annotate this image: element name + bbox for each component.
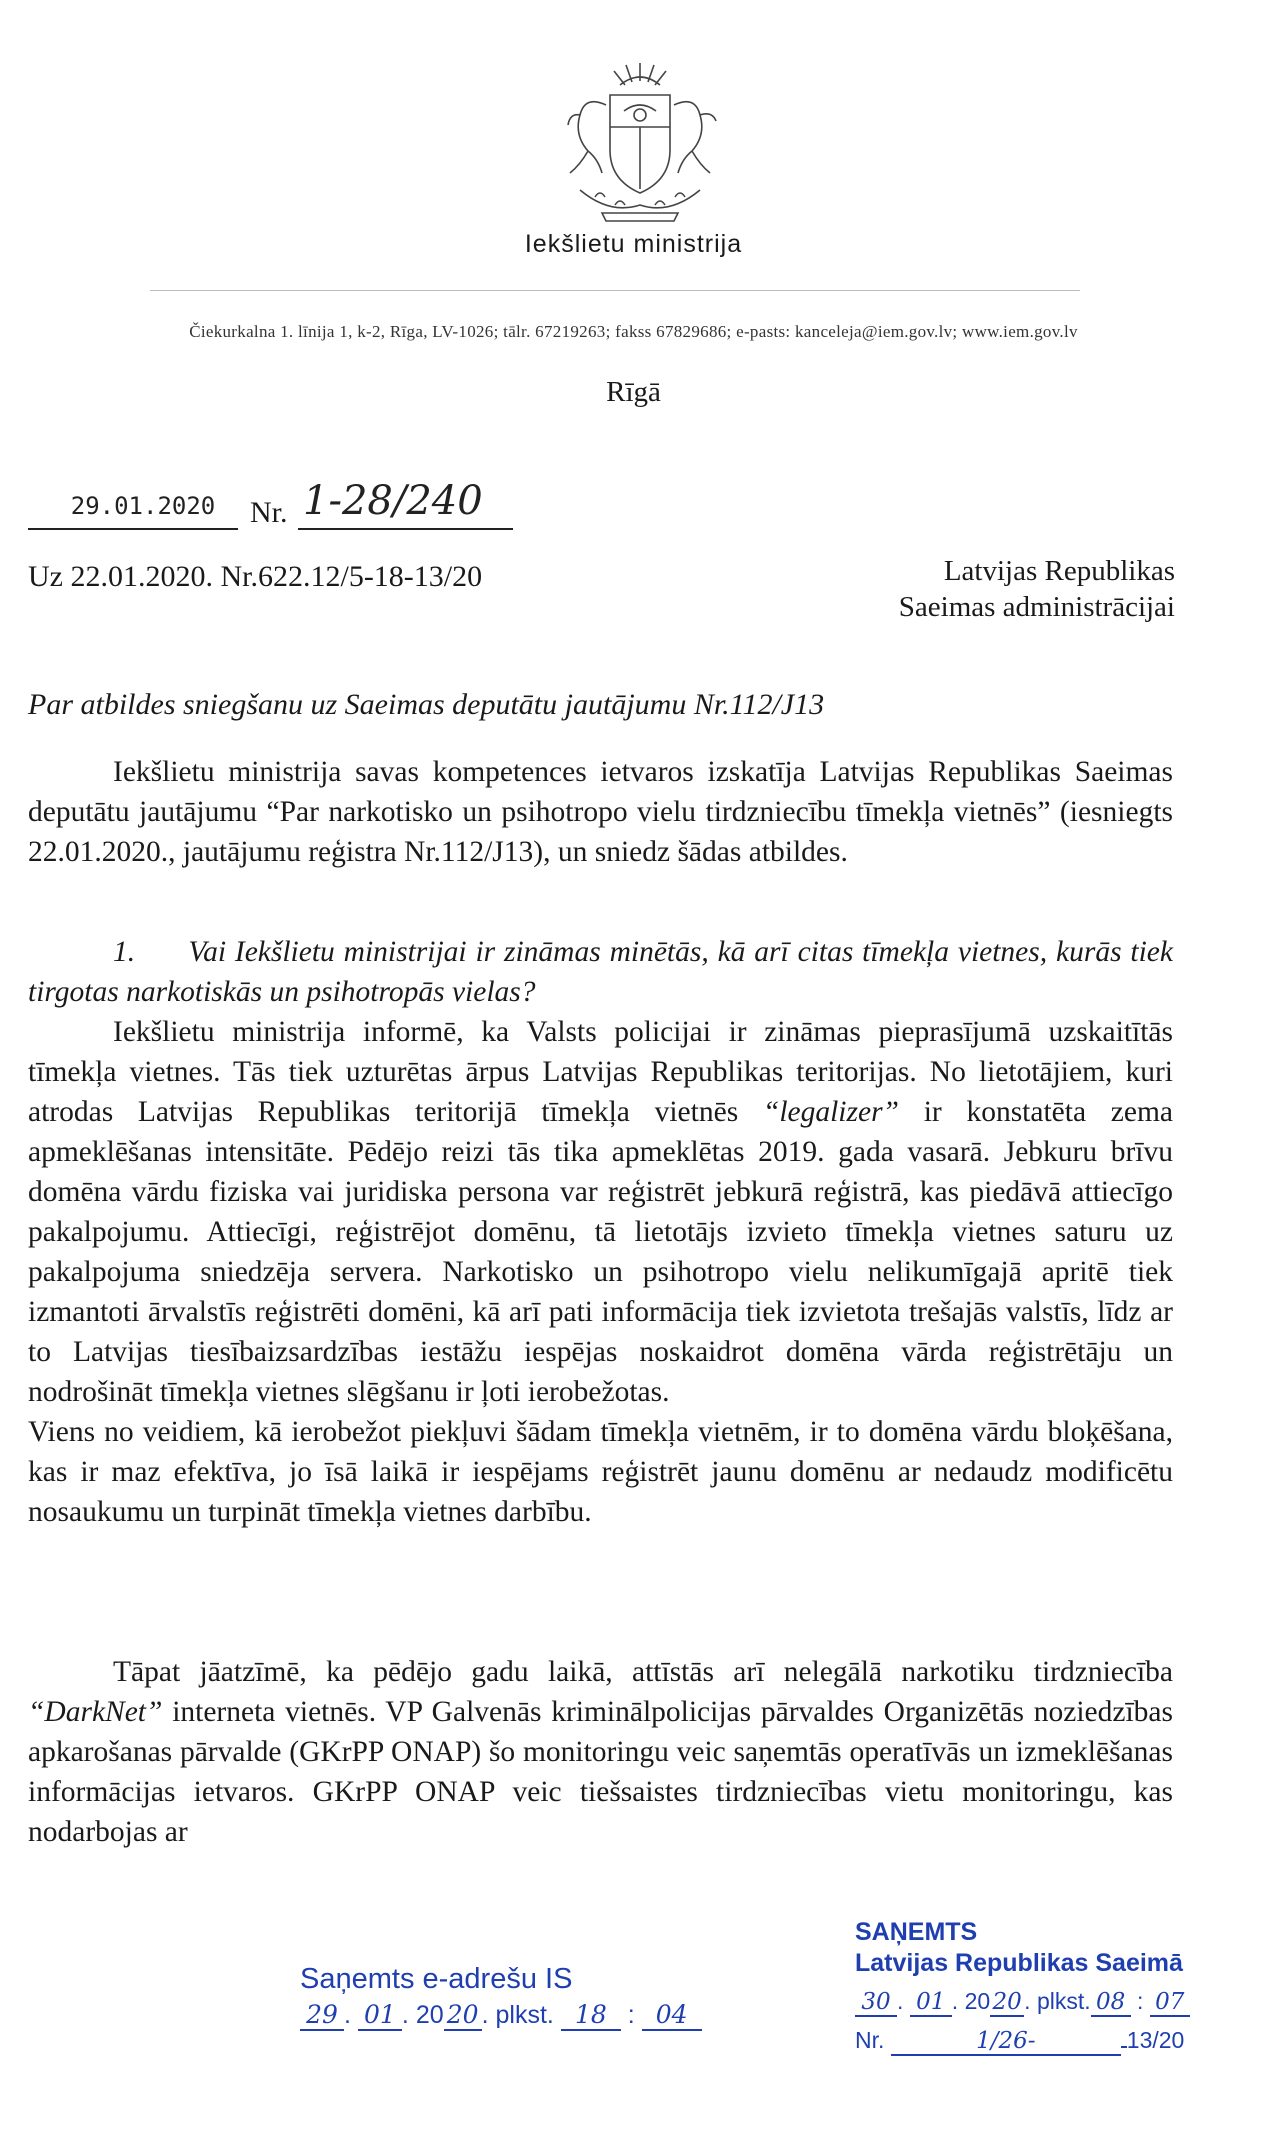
saeima-month: 01 [910, 1989, 952, 2017]
stamp-day: 29 [300, 2000, 344, 2031]
reply-reference: Uz 22.01.2020. Nr.622.12/5-18-13/20 [28, 560, 483, 593]
answer-1-part-2: ir konstatēta zema apmeklēšanas intensitāte. Pēdējo reizi tās tika apmeklētas 2019. gada vasarā. Jebkuru brīvu domēna vārdu fiziska vai juridiska persona var reģistrēt jebkurā reģistrā, kas piedāvā attiecīgo pakalpojumu. Attiecīgi, reģistrējot domēnu, tā lietotājs izvieto tīmekļa vietnes saturu uz pakalpojuma sniedzēja servera. Narkotisko un psihotropo vielu nelikumīgajā apritē tiek izmantoti ārvalstīs reģistrēti domēni, kā arī pati informācija tiek izvietota trešajās valstīs, līdz ar to Latvijas tiesībaizsardzības iestāžu iespējas noskaidrot domēna vārda reģistrētāju un nodrošināt tīmekļa vietnes slēgšanu ir ļoti ierobežotas. [28, 1096, 1173, 1408]
saeima-minute: 07 [1150, 1989, 1190, 2017]
document-date: 29.01.2020 [70, 492, 216, 520]
saeima-time-label: plkst. [1036, 1988, 1091, 2014]
addressee-line-1: Latvijas Republikas [943, 555, 1175, 587]
stamp-hour: 18 [561, 2000, 621, 2031]
number-label: Nr. [250, 496, 288, 529]
saeima-day: 30 [855, 1989, 897, 2017]
stamp-minute: 04 [642, 2000, 702, 2031]
saeima-hour: 08 [1091, 1989, 1131, 2017]
letter-subject: Par atbildes sniegšanu uz Saeimas deputātu jautājumu Nr.112/J13 [28, 688, 825, 721]
saeima-year-suffix: 20 [990, 1989, 1024, 2017]
answer-1 [28, 1012, 1173, 1532]
saeima-nr-label: Nr. [855, 2027, 885, 2053]
saeima-nr-value: 1/26- [891, 2028, 1121, 2056]
saeima-received-stamp: SAŅEMTS Latvijas Republikas Saeimā 30 . 01 . 20 20 . plkst. 08 : 07 Nr. 1/26- 13/20 [855, 1918, 1255, 2056]
number-underline [298, 528, 513, 530]
e-address-stamp: Saņemts e-adrešu IS 29 . 01 . 20 20 . plkst. 18 : 04 [300, 1963, 720, 2031]
addressee-line-2: Saeimas administrācijai [898, 591, 1175, 623]
answer-2-paragraph: Viens no veidiem, kā ierobežot piekļuvi šādam tīmekļa vietnēm, ir to domēna vārdu bloķēšana, kas ir maz efektīva, jo īsā laikā ir iespējams reģistrēt jaunu domēnu ar nedaudz modificētu nosaukumu un turpināt tīmekļa vietnes darbību. [28, 1416, 1173, 1528]
header-divider [150, 290, 1080, 291]
ministry-name: Iekšlietu ministrija [524, 230, 743, 258]
document-number: 1-28/240 [303, 478, 483, 524]
question-1 [28, 932, 1173, 1012]
body-intro [28, 752, 1173, 872]
stamp-month: 01 [358, 2000, 402, 2031]
stamp-time-label: plkst. [495, 2001, 554, 2029]
answer-1-part-1: Iekšlietu ministrija informē, ka Valsts policijai ir zināmas pieprasījumā uzskaitītās tīmekļa vietnes. Tās tiek uzturētas ārpus Latvijas Republikas teritorijas. No lietotājiem, kuri atrodas Latvijas Republikas teritorijā tīmekļa vietnēs [28, 1016, 1173, 1128]
city: Rīgā [606, 376, 661, 408]
stamp-year-prefix: 20 [415, 2001, 444, 2029]
saeima-stamp-subtitle: Latvijas Republikas Saeimā [855, 1949, 1183, 1977]
contact-details: Čiekurkalna 1. līnija 1, k-2, Rīga, LV-1026; tālr. 67219263; fakss 67829686; e-pasts: kanceleja@iem.gov.lv; www.iem.gov.lv [189, 322, 1078, 341]
darknet-paragraph [28, 1652, 1173, 1852]
saeima-nr-suffix: 13/20 [1126, 2027, 1185, 2053]
legalizer-site: “legalizer” [762, 1096, 899, 1128]
date-underline [28, 528, 238, 530]
question-text: Vai Iekšlietu ministrijai ir zināmas minētās, kā arī citas tīmekļa vietnes, kurās tiek tirgotas narkotiskās un psihotropās vielas? [28, 936, 1173, 1008]
e-address-stamp-title: Saņemts e-adrešu IS [300, 1963, 573, 1995]
intro-paragraph: Iekšlietu ministrija savas kompetences ietvaros izskatīja Latvijas Republikas Saeimas deputātu jautājumu “Par narkotisko un psihotropo vielu tirdzniecību tīmekļa vietnēs” (iesniegts 22.01.2020., jautājumu reģistra Nr.112/J13), un sniedz šādas atbildes. [28, 756, 1173, 868]
question-number: 1. [113, 936, 136, 968]
darknet-part-2: interneta vietnēs. VP Galvenās kriminālpolicijas pārvaldes Organizētās noziedzības apkarošanas pārvalde (GKrPP ONAP) šo monitoringu veic saņemtās operatīvās un izmeklēšanas informācijas ietvaros. GKrPP ONAP veic tiešsaistes tirdzniecības vietu monitoringu, kas nodarbojas ar [28, 1696, 1173, 1848]
saeima-stamp-title: SAŅEMTS [855, 1918, 978, 1946]
addressee [899, 553, 1175, 625]
saeima-year-prefix: 20 [964, 1988, 991, 2014]
darknet-term: “DarkNet” [28, 1696, 163, 1728]
coat-of-arms-emblem [540, 55, 740, 225]
darknet-part-1: Tāpat jāatzīmē, ka pēdējo gadu laikā, attīstās arī nelegālā narkotiku tirdzniecība [113, 1656, 1173, 1688]
stamp-year-suffix: 20 [444, 2000, 482, 2031]
